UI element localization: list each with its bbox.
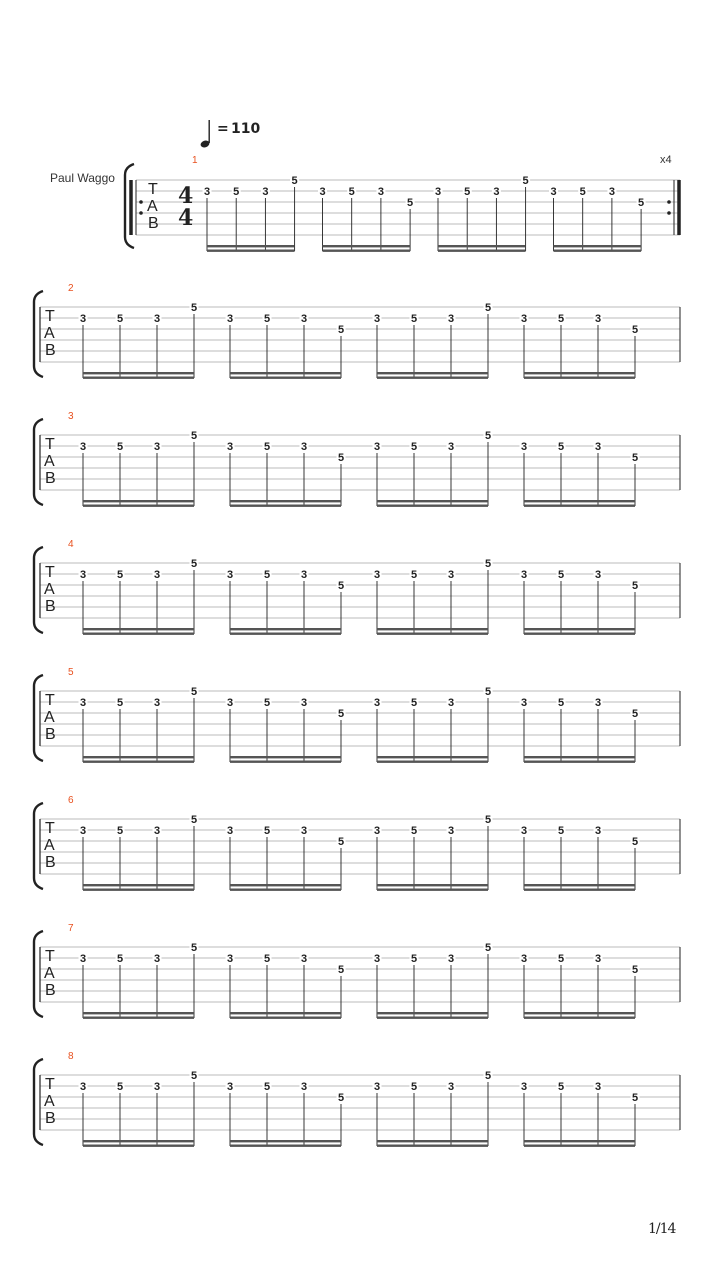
- beam: [230, 1140, 341, 1142]
- beam: [524, 1017, 635, 1019]
- fret-number: 5: [557, 697, 565, 709]
- beam: [438, 245, 526, 247]
- fret-number: 3: [79, 441, 87, 453]
- fret-number: 3: [594, 825, 602, 837]
- fret-number: 5: [116, 1081, 124, 1093]
- beam: [230, 372, 341, 374]
- beam: [207, 245, 295, 247]
- fret-number: 5: [190, 430, 198, 442]
- beam: [524, 1145, 635, 1147]
- fret-number: 3: [447, 697, 455, 709]
- fret-number: 3: [373, 569, 381, 581]
- fret-number: 5: [484, 686, 492, 698]
- fret-number: 3: [153, 441, 161, 453]
- fret-number: 5: [337, 1092, 345, 1104]
- repeat-dot: [139, 211, 143, 215]
- beam: [230, 1145, 341, 1147]
- beam: [230, 756, 341, 758]
- fret-number: 5: [263, 569, 271, 581]
- fret-number: 3: [79, 697, 87, 709]
- fret-number: 5: [484, 942, 492, 954]
- beam: [377, 377, 488, 379]
- tab-clef-a: A: [44, 709, 55, 726]
- fret-number: 5: [484, 302, 492, 314]
- beam: [230, 633, 341, 635]
- fret-number: 5: [557, 825, 565, 837]
- fret-number: 3: [550, 186, 557, 198]
- beam: [524, 628, 635, 630]
- fret-number: 3: [79, 569, 87, 581]
- fret-number: 3: [300, 825, 308, 837]
- fret-number: 5: [410, 441, 418, 453]
- fret-number: 3: [153, 569, 161, 581]
- beam: [230, 761, 341, 763]
- system-bracket: [34, 803, 43, 889]
- system-bracket: [34, 291, 43, 377]
- fret-number: 3: [153, 313, 161, 325]
- page-number: 1/14: [648, 1221, 676, 1237]
- fret-number: 3: [373, 953, 381, 965]
- beam: [230, 889, 341, 891]
- beam: [377, 628, 488, 630]
- fret-number: 3: [520, 313, 528, 325]
- system-bracket: [34, 675, 43, 761]
- beam: [377, 633, 488, 635]
- beam: [524, 756, 635, 758]
- fret-number: 5: [263, 441, 271, 453]
- fret-number: 5: [631, 836, 639, 848]
- fret-number: 5: [410, 1081, 418, 1093]
- fret-number: 5: [263, 313, 271, 325]
- fret-number: 5: [116, 569, 124, 581]
- fret-number: 5: [116, 953, 124, 965]
- beam: [230, 500, 341, 502]
- fret-number: 5: [410, 697, 418, 709]
- fret-number: 3: [594, 953, 602, 965]
- fret-number: 3: [79, 1081, 87, 1093]
- fret-number: 5: [557, 313, 565, 325]
- fret-number: 5: [631, 1092, 639, 1104]
- tab-clef-t: T: [148, 181, 158, 198]
- fret-number: 3: [226, 697, 234, 709]
- fret-number: 5: [337, 836, 345, 848]
- fret-number: 3: [300, 569, 308, 581]
- fret-number: 3: [493, 186, 500, 198]
- beam: [377, 1140, 488, 1142]
- fret-number: 5: [263, 697, 271, 709]
- fret-number: 3: [447, 569, 455, 581]
- beam: [230, 1012, 341, 1014]
- beam: [377, 756, 488, 758]
- tempo-bpm: 110: [231, 121, 261, 137]
- repeat-count: x4: [660, 154, 672, 166]
- fret-number: 5: [484, 430, 492, 442]
- system-bracket: [34, 1059, 43, 1145]
- fret-number: 5: [557, 569, 565, 581]
- tab-clef-a: A: [44, 965, 55, 982]
- beam: [230, 884, 341, 886]
- beam: [524, 633, 635, 635]
- tab-clef-a: A: [44, 453, 55, 470]
- fret-number: 5: [263, 825, 271, 837]
- beam: [377, 1012, 488, 1014]
- fret-number: 3: [79, 313, 87, 325]
- fret-number: 3: [226, 569, 234, 581]
- fret-number: 3: [373, 313, 381, 325]
- fret-number: 5: [484, 558, 492, 570]
- fret-number: 3: [203, 186, 211, 198]
- fret-number: 3: [300, 1081, 308, 1093]
- tab-clef-b: B: [45, 470, 56, 487]
- fret-number: 5: [337, 324, 345, 336]
- fret-number: 3: [153, 697, 161, 709]
- measure-number: 4: [68, 539, 74, 550]
- fret-number: 5: [116, 825, 124, 837]
- tab-clef-b: B: [148, 215, 159, 232]
- fret-number: 3: [373, 697, 381, 709]
- fret-number: 3: [447, 441, 455, 453]
- beam: [83, 372, 194, 374]
- beam: [230, 505, 341, 507]
- time-signature-bottom: 4: [178, 205, 194, 231]
- fret-number: 3: [377, 186, 384, 198]
- fret-number: 5: [631, 580, 639, 592]
- repeat-dot: [667, 211, 671, 215]
- beam: [524, 1012, 635, 1014]
- fret-number: 3: [300, 953, 308, 965]
- beam: [83, 628, 194, 630]
- measure-number: 8: [68, 1051, 74, 1062]
- tab-clef-a: A: [44, 837, 55, 854]
- measure-number: 7: [68, 923, 74, 934]
- fret-number: 5: [233, 186, 240, 198]
- tab-clef-b: B: [45, 1110, 56, 1127]
- tab-clef-t: T: [45, 692, 55, 709]
- fret-number: 5: [484, 1070, 492, 1082]
- fret-number: 3: [594, 697, 602, 709]
- fret-number: 5: [190, 686, 198, 698]
- fret-number: 5: [410, 313, 418, 325]
- fret-number: 5: [116, 313, 124, 325]
- beam: [377, 372, 488, 374]
- beam: [83, 889, 194, 891]
- beam: [524, 889, 635, 891]
- fret-number: 5: [348, 186, 355, 198]
- fret-number: 3: [79, 825, 87, 837]
- tab-clef-a: A: [44, 325, 55, 342]
- fret-number: 3: [226, 953, 234, 965]
- fret-number: 5: [116, 441, 124, 453]
- tab-clef-t: T: [45, 564, 55, 581]
- instrument-name: Paul Waggo: [50, 171, 115, 185]
- fret-number: 3: [520, 825, 528, 837]
- beam: [323, 250, 411, 252]
- beam: [83, 1140, 194, 1142]
- measure-number: 5: [68, 667, 74, 678]
- fret-number: 3: [300, 313, 308, 325]
- repeat-dot: [139, 200, 143, 204]
- measure-number: 3: [68, 411, 74, 422]
- tab-clef-a: A: [44, 1093, 55, 1110]
- repeat-dot: [667, 200, 671, 204]
- beam: [230, 377, 341, 379]
- fret-number: 3: [373, 1081, 381, 1093]
- fret-number: 3: [594, 569, 602, 581]
- fret-number: 3: [79, 953, 87, 965]
- fret-number: 5: [190, 302, 198, 314]
- fret-number: 5: [557, 953, 565, 965]
- tab-clef-t: T: [45, 820, 55, 837]
- fret-number: 5: [522, 175, 529, 187]
- beam: [83, 1012, 194, 1014]
- beam: [83, 756, 194, 758]
- fret-number: 5: [116, 697, 124, 709]
- beam: [207, 250, 295, 252]
- beam: [377, 1017, 488, 1019]
- beam: [83, 884, 194, 886]
- beam: [438, 250, 526, 252]
- fret-number: 3: [226, 441, 234, 453]
- fret-number: 3: [447, 825, 455, 837]
- fret-number: 5: [631, 964, 639, 976]
- system-bracket: [34, 931, 43, 1017]
- fret-number: 5: [631, 324, 639, 336]
- beam: [524, 377, 635, 379]
- beam: [83, 505, 194, 507]
- system-bracket: [34, 547, 43, 633]
- beam: [377, 505, 488, 507]
- tab-clef-t: T: [45, 948, 55, 965]
- tab-clef-b: B: [45, 726, 56, 743]
- tab-clef-b: B: [45, 854, 56, 871]
- beam: [524, 505, 635, 507]
- tab-clef-t: T: [45, 308, 55, 325]
- fret-number: 5: [557, 441, 565, 453]
- fret-number: 5: [484, 814, 492, 826]
- fret-number: 3: [373, 825, 381, 837]
- fret-number: 5: [263, 953, 271, 965]
- fret-number: 5: [263, 1081, 271, 1093]
- fret-number: 5: [410, 825, 418, 837]
- fret-number: 3: [434, 186, 442, 198]
- beam: [524, 761, 635, 763]
- fret-number: 3: [226, 1081, 234, 1093]
- fret-number: 3: [447, 313, 455, 325]
- time-signature-top: 4: [178, 183, 194, 209]
- fret-number: 3: [153, 1081, 161, 1093]
- fret-number: 3: [153, 953, 161, 965]
- measure-number: 6: [68, 795, 74, 806]
- fret-number: 3: [520, 697, 528, 709]
- fret-number: 5: [579, 186, 586, 198]
- beam: [83, 761, 194, 763]
- fret-number: 5: [557, 1081, 565, 1093]
- fret-number: 5: [410, 953, 418, 965]
- beam: [524, 884, 635, 886]
- fret-number: 5: [464, 186, 471, 198]
- beam: [230, 1017, 341, 1019]
- system-bracket: [34, 419, 43, 505]
- fret-number: 3: [594, 313, 602, 325]
- fret-number: 5: [631, 708, 639, 720]
- fret-number: 3: [608, 186, 615, 198]
- beam: [524, 1140, 635, 1142]
- tab-clef-t: T: [45, 436, 55, 453]
- fret-number: 3: [300, 697, 308, 709]
- fret-number: 3: [447, 1081, 455, 1093]
- measure-number: 1: [192, 155, 198, 166]
- fret-number: 5: [337, 580, 345, 592]
- fret-number: 3: [226, 313, 234, 325]
- fret-number: 3: [226, 825, 234, 837]
- fret-number: 5: [190, 814, 198, 826]
- fret-number: 3: [520, 1081, 528, 1093]
- fret-number: 3: [520, 569, 528, 581]
- measure-number: 2: [68, 283, 74, 294]
- fret-number: 3: [594, 1081, 602, 1093]
- fret-number: 3: [319, 186, 326, 198]
- beam: [524, 500, 635, 502]
- fret-number: 5: [631, 452, 639, 464]
- beam: [323, 245, 411, 247]
- fret-number: 5: [337, 964, 345, 976]
- beam: [377, 1145, 488, 1147]
- fret-number: 3: [594, 441, 602, 453]
- fret-number: 3: [153, 825, 161, 837]
- beam: [83, 633, 194, 635]
- fret-number: 3: [373, 441, 381, 453]
- beam: [377, 761, 488, 763]
- tab-clef-b: B: [45, 598, 56, 615]
- fret-number: 3: [262, 186, 269, 198]
- fret-number: 3: [520, 441, 528, 453]
- fret-number: 5: [291, 175, 298, 187]
- fret-number: 5: [190, 942, 198, 954]
- tab-clef-a: A: [44, 581, 55, 598]
- beam: [83, 1017, 194, 1019]
- fret-number: 3: [300, 441, 308, 453]
- beam: [377, 889, 488, 891]
- beam: [83, 1145, 194, 1147]
- fret-number: 5: [190, 558, 198, 570]
- beam: [554, 245, 642, 247]
- tempo-equals: =: [217, 121, 229, 137]
- tab-clef-b: B: [45, 982, 56, 999]
- fret-number: 5: [337, 708, 345, 720]
- fret-number: 5: [407, 197, 414, 209]
- beam: [83, 500, 194, 502]
- beam: [83, 377, 194, 379]
- beam: [524, 372, 635, 374]
- tab-clef-a: A: [147, 198, 158, 215]
- beam: [230, 628, 341, 630]
- fret-number: 3: [447, 953, 455, 965]
- beam: [377, 884, 488, 886]
- beam: [554, 250, 642, 252]
- tab-clef-b: B: [45, 342, 56, 359]
- fret-number: 5: [190, 1070, 198, 1082]
- fret-number: 5: [410, 569, 418, 581]
- fret-number: 5: [638, 197, 645, 209]
- tab-clef-t: T: [45, 1076, 55, 1093]
- fret-number: 5: [337, 452, 345, 464]
- fret-number: 3: [520, 953, 528, 965]
- beam: [377, 500, 488, 502]
